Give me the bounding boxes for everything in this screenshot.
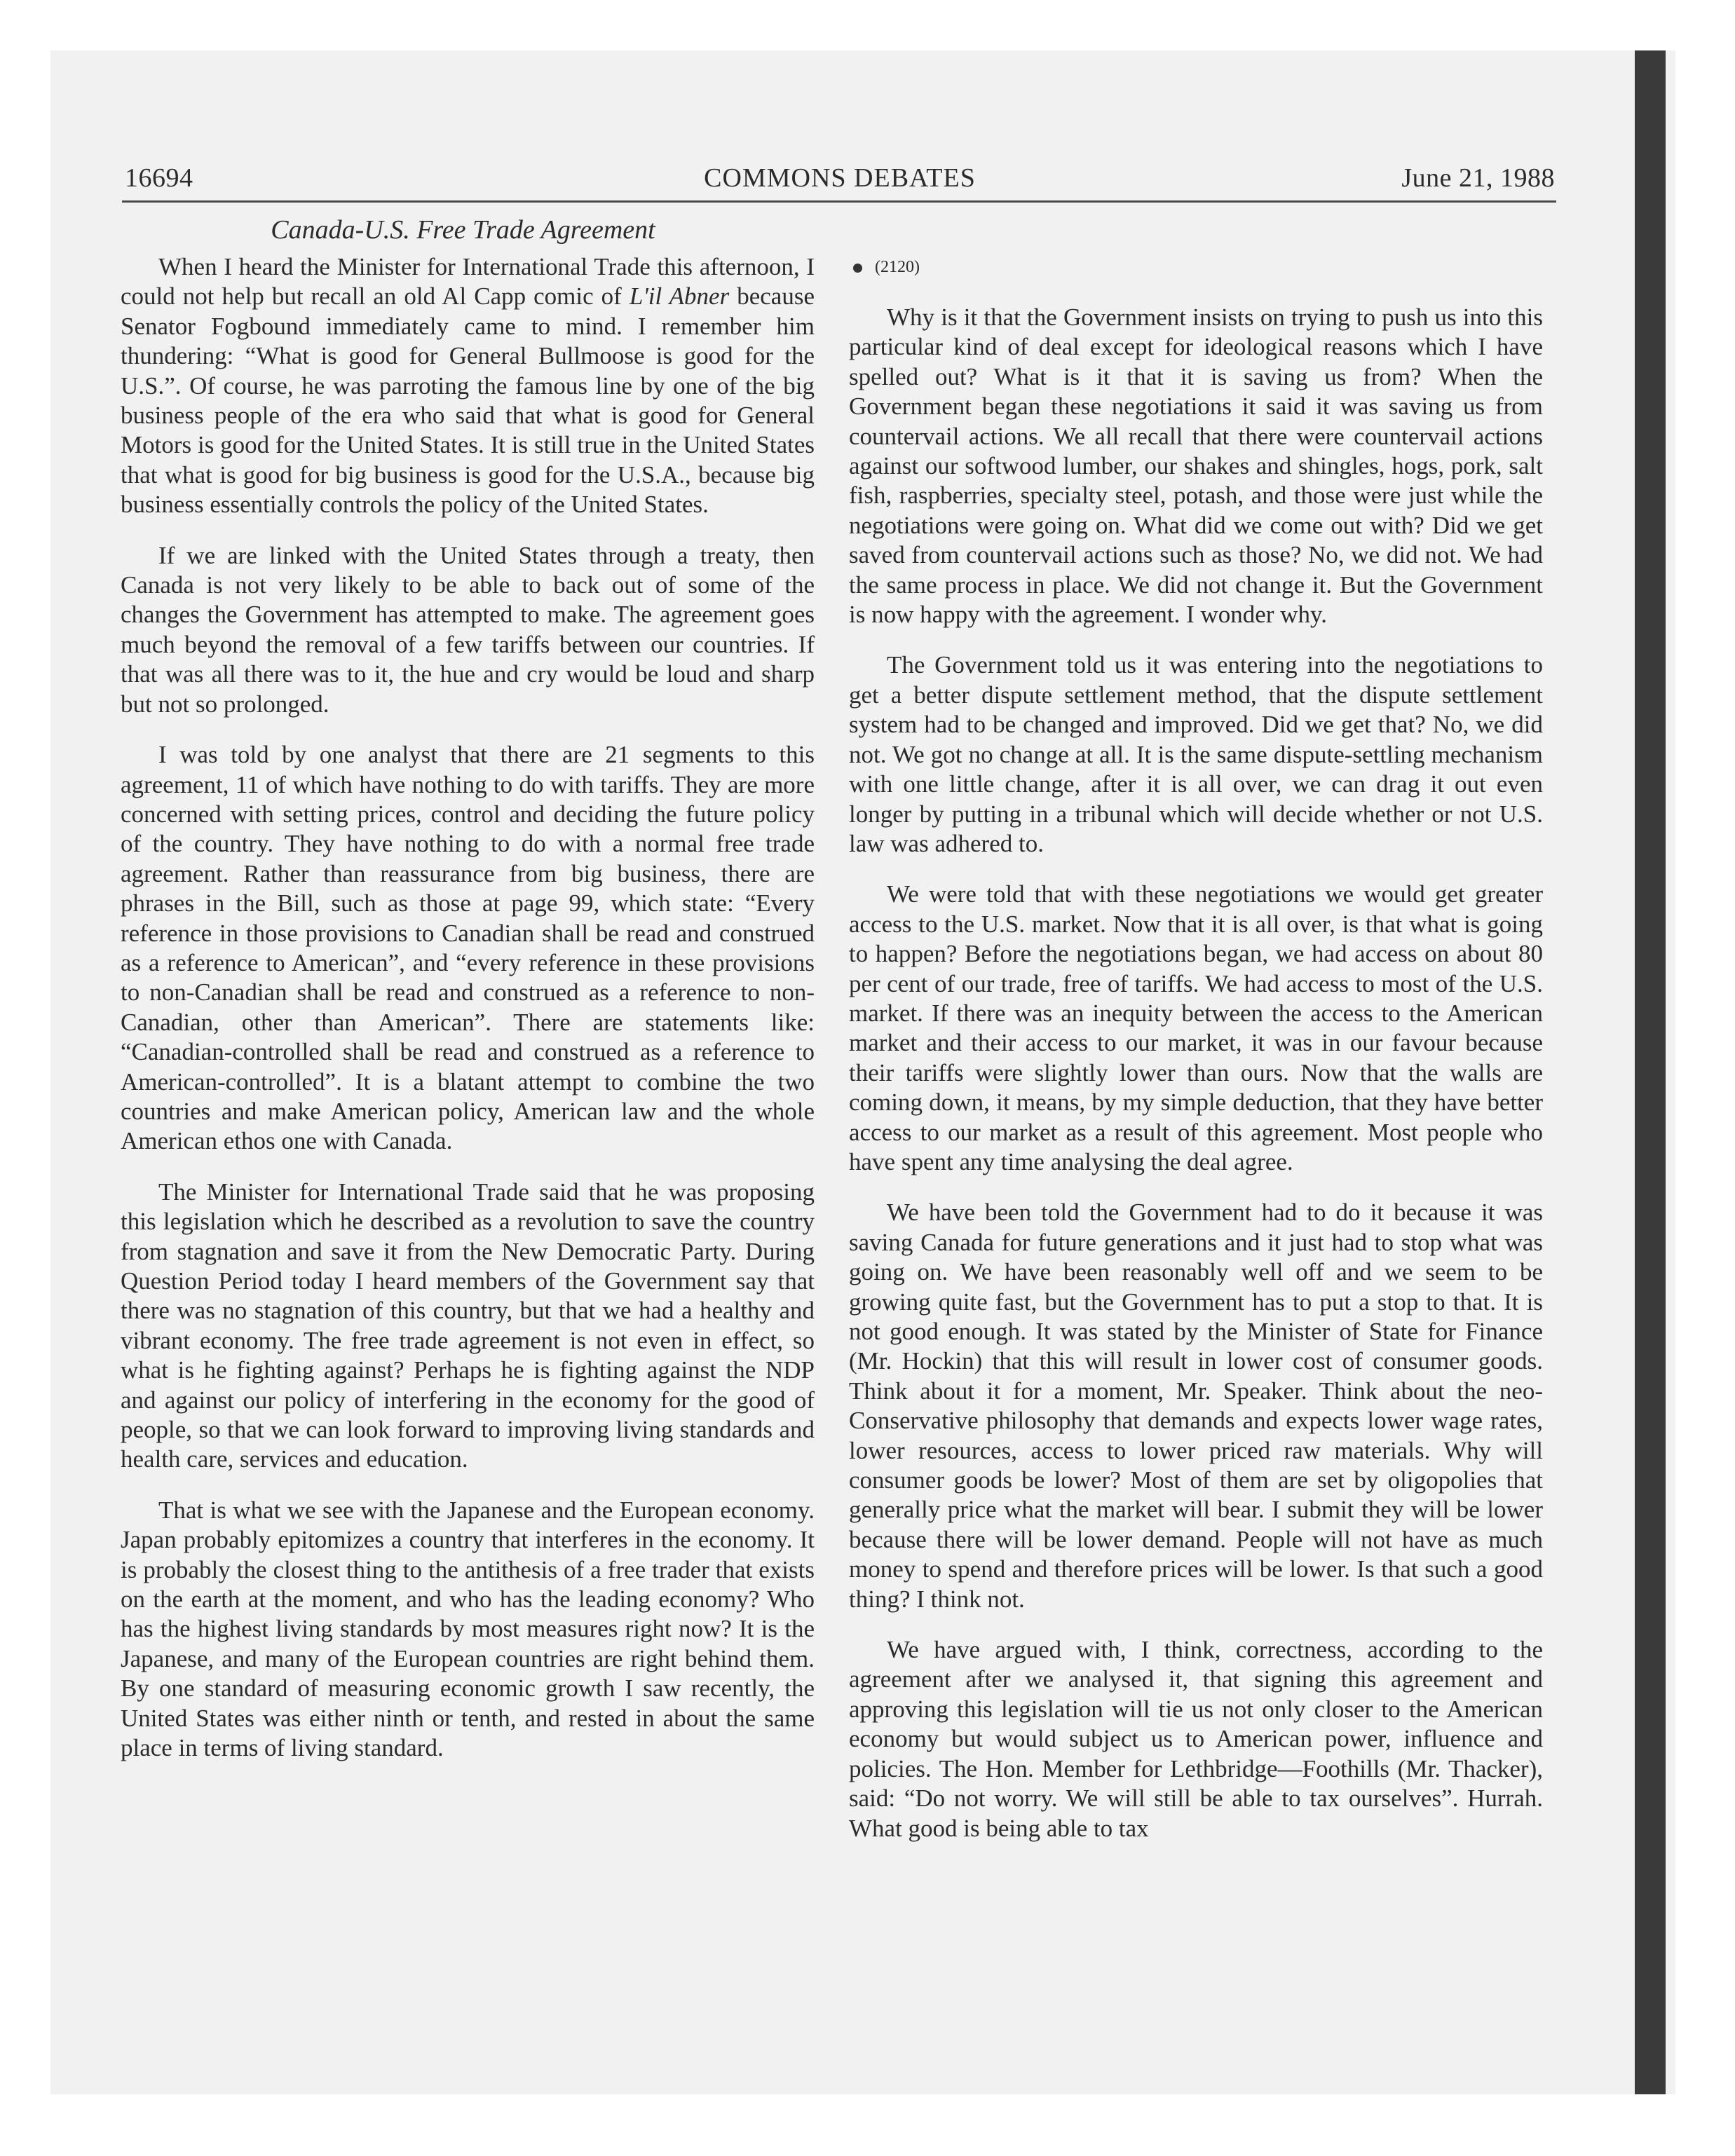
comic-title: L'il Abner	[629, 282, 730, 311]
paragraph: Why is it that the Government insists on trying to push us into this particular kind of deal except for ideological reasons which I have spelled out? What is it that it is saving us from? When the Government began these negotiations it said it was saving us from countervail actions. We all recall that there were countervail actions against our softwood lumber, our shakes and shingles, hogs, pork, salt fish, raspberries, specialty steel, potash, and those were just while the negotiations were going on. What did we come out with? Did we get saved from countervail actions such as those? No, we did not. We had the same process in place. We did not change it. But the Government is now happy with the agreement. I wonder why.	[849, 303, 1543, 629]
time-stamp-text: (2120)	[875, 258, 920, 276]
paragraph: That is what we see with the Japanese and the European economy. Japan probably epitomizes a country that interferes in the economy. It is probably the closest thing to the antithesis of a free trader that exists on the earth at the moment, and who has the leading economy? Who has the highest living standards by most measures right now? It is the Japanese, and many of the European countries are right behind them. By one standard of measuring economic growth I saw recently, the United States was either ninth or tenth, and rested in about the same place in terms of living standard.	[121, 1496, 815, 1762]
right-column	[849, 252, 1543, 1864]
paragraph: We have been told the Government had to do it because it was saving Canada for future generations and it just had to stop what was going on. We have been reasonably well off and we seem to be growing quite fast, but the Government has to put a stop to that. It is not good enough. It was stated by the Minister of State for Finance (Mr. Hockin) that this will result in lower cost of consumer goods. Think about it for a moment, Mr. Speaker. Think about the neo-Conservative philosophy that demands and expects lower wage rates, lower resources, access to lower priced raw materials. Why will consumer goods be lower? Most of them are set by oligopolies that generally price what the market will bear. I submit they will be lower because there will be lower demand. People will not have as much money to spend and therefore prices will be lower. Is that such a good thing? I think not.	[849, 1199, 1543, 1613]
issue-date: June 21, 1988	[1401, 163, 1555, 193]
section-subheading: Canada-U.S. Free Trade Agreement	[271, 215, 655, 245]
paragraph-text: When I heard the Minister for International Trade this afternoon, I could not help but recall an old Al Capp comic of	[121, 253, 815, 311]
header-rule	[122, 200, 1556, 203]
paragraph: The Government told us it was entering into the negotiations to get a better dispute settlement method, that the dispute settlement system had to be changed and improved. Did we get that? No, we did not. We got no change at all. It is the same dispute-settling mechanism with one little change, after it is all over, we can drag it out even longer by putting in a tribunal which will decide whether or not U.S. law was adhered to.	[849, 651, 1543, 857]
paragraph: If we are linked with the United States through a treaty, then Canada is not very likely to be able to back out of some of the changes the Government has attempted to make. The agreement goes much beyond the removal of a few tariffs between our countries. If that was all there was to it, the hue and cry would be loud and sharp but not so prolonged.	[121, 541, 815, 718]
paragraph: We have argued with, I think, correctness, according to the agreement after we analysed it, that signing this agreement and approving this legislation will tie us not only closer to the American economy but would subject us to American power, influence and policies. The Hon. Member for Lethbridge—Foothills (Mr. Thacker), said: “Do not worry. We will still be able to tax ourselves”. Hurrah. What good is being able to tax	[849, 1636, 1543, 1842]
paragraph	[121, 252, 815, 520]
scan-edge-shadow	[1635, 50, 1666, 2094]
page-number: 16694	[125, 163, 193, 193]
time-stamp	[853, 252, 1543, 282]
paragraph: The Minister for International Trade said that he was proposing this legislation which he described as a revolution to save the country from stagnation and save it from the New Democratic Party. During Question Period today I heard members of the Government say that there was no stagnation of this country, but that we had a healthy and vibrant economy. The free trade agreement is not even in effect, so what is he fighting against? Perhaps he is fighting against the NDP and against our policy of interfering in the economy for the good of people, so that we can look forward to improving living standards and health care, services and education.	[121, 1178, 815, 1473]
running-header	[125, 163, 1555, 200]
paragraph: We were told that with these negotiations we would get greater access to the U.S. market. Now that it is all over, is that what is going to happen? Before the negotiations began, we had access on about 80 per cent of our trade, free of tariffs. We had access to most of the U.S. market. If there was an inequity between the access to the American market and their access to our market, it was in our favour because their tariffs were slightly lower than ours. Now that the walls are coming down, it means, by my simple deduction, that they have better access to our market as a result of this agreement. Most people who have spent any time analysing the deal agree.	[849, 880, 1543, 1175]
paragraph-text: because Senator Fogbound immediately came to mind. I remember him thundering: “What is good for General Bullmoose is good for the U.S.”. Of course, he was parroting the famous line by one of the big business people of the era who said that what is good for General Motors is good for the United States. It is still true in the United States that what is good for big business is good for the U.S.A., because big business essentially controls the policy of the United States.	[121, 282, 815, 519]
paragraph: I was told by one analyst that there are 21 segments to this agreement, 11 of which have nothing to do with tariffs. They are more concerned with setting prices, control and deciding the future policy of the country. They have nothing to do with a normal free trade agreement. Rather than reassurance from big business, there are phrases in the Bill, such as those at page 99, which state: “Every reference in those provisions to Canadian shall be read and construed as a reference to American”, and “every reference in these provisions to non-Canadian shall be read and construed as a reference to non-Canadian, other than American”. There are statements like: “Canadian-controlled shall be read and construed as a reference to American-controlled”. It is a blatant attempt to combine the two countries and make American policy, American law and the whole American ethos one with Canada.	[121, 741, 815, 1155]
bullet-icon	[853, 264, 862, 273]
publication-title: COMMONS DEBATES	[704, 163, 976, 193]
left-column	[121, 252, 815, 1785]
